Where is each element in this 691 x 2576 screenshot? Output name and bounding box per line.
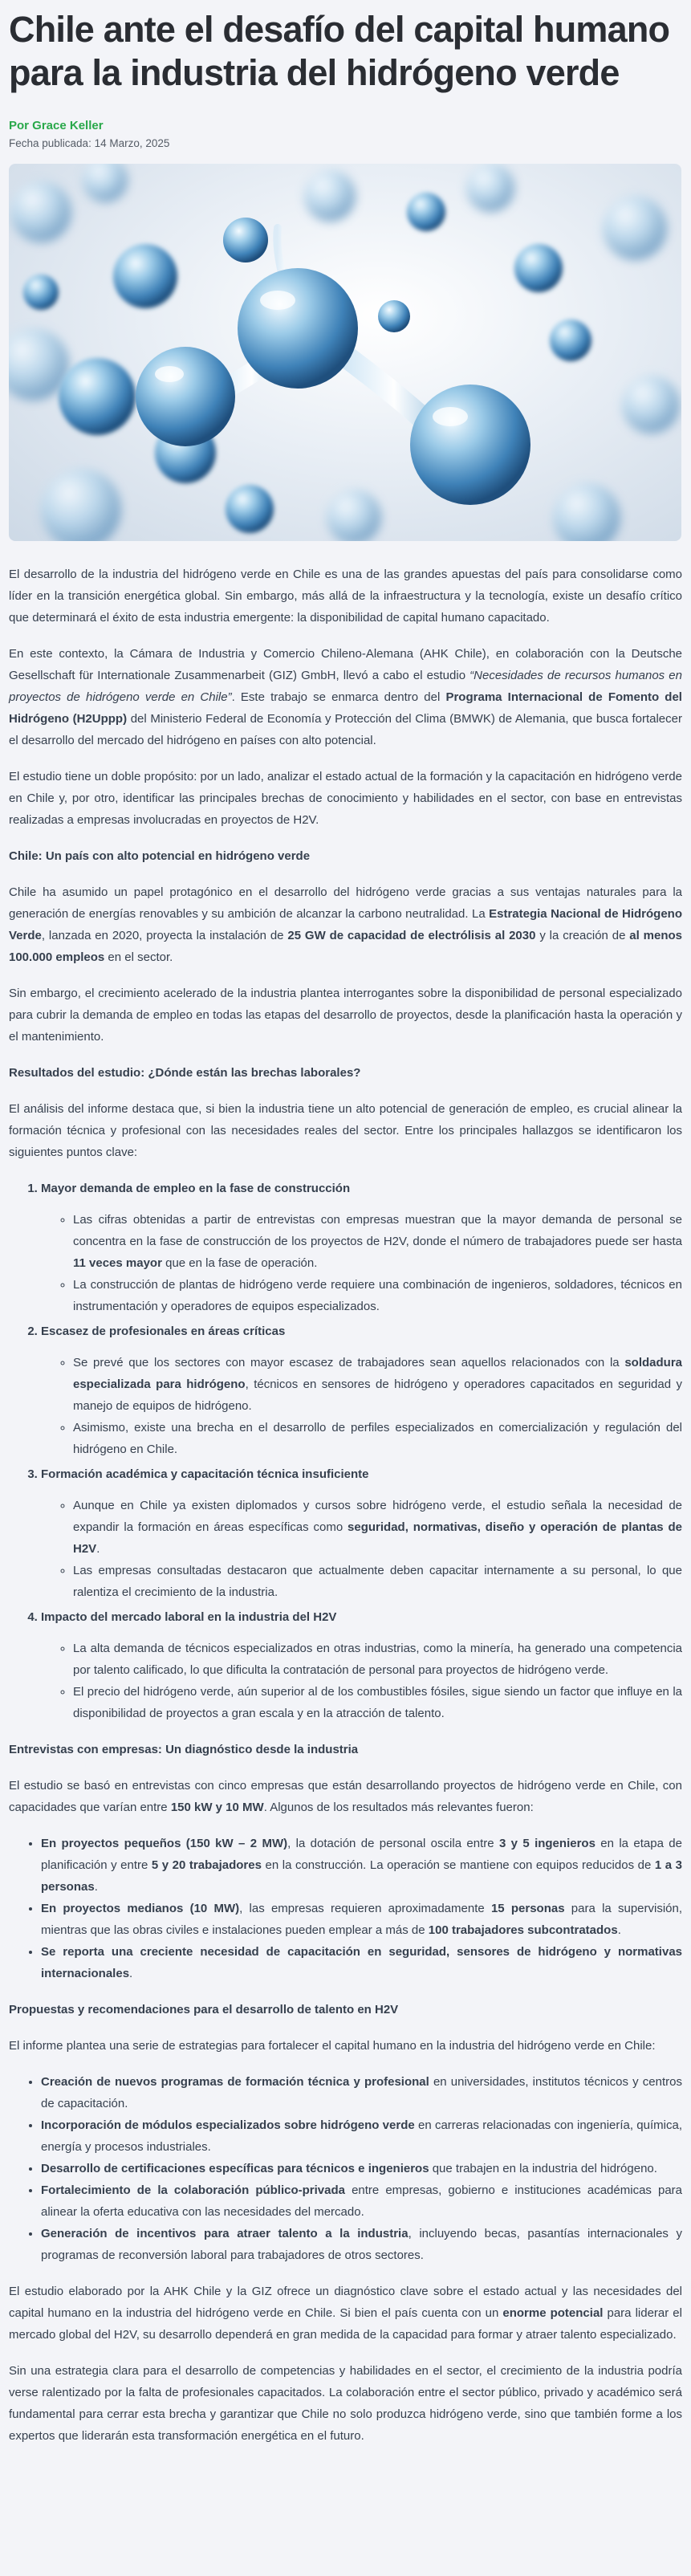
list-item: • Creación de nuevos programas de formación técnica y profesional en universidades, institutos técnicos y centros de capacitación. (41, 2071, 682, 2114)
finding-item: 4. Impacto del mercado laboral en la industria del H2V ◦ La alta demanda de técnicos especializados en otras industrias, como la minería, ha generado una competencia por talento calificado, lo que dificulta la contratación de personal para proyectos de hidrógeno verde. ◦ El precio del hidrógeno verde, aún superior al de los combustibles fósiles, sigue siendo un factor que influye en la disponibilidad de proyectos a gran escala y en la atracción de talento. (41, 1606, 682, 1724)
hero-image (9, 164, 681, 541)
finding-bullet: ◦ Las cifras obtenidas a partir de entrevistas con empresas muestran que la mayor demanda de personal se concentra en la fase de construcción de los proyectos de H2V, donde el número de trabajadores puede ser hasta 11 veces mayor que en la fase de operación. (73, 1209, 682, 1274)
finding-bullet: ◦ Las empresas consultadas destacaron que actualmente deben capacitar internamente a su personal, lo que ralentiza el crecimiento de la industria. (73, 1560, 682, 1603)
proposals-list (9, 2071, 682, 2266)
conclusion-paragraph: El estudio elaborado por la AHK Chile y la GIZ ofrece un diagnóstico clave sobre el estado actual y las necesidades del capital humano en la industria del hidrógeno verde en Chile. Si bien el país cuenta con un enorme potencial para liderar el mercado global del H2V, su desarrollo dependerá en gran medida de la capacidad para formar y atraer talento especializado. (9, 2285, 682, 2342)
context-paragraph: En este contexto, la Cámara de Industria y Comercio Chileno-Alemana (AHK Chile), en colaboración con la Deutsche Gesellschaft für Internationale Zusammenarbeit (GIZ) GmbH, llevó a cabo el estudio “Necesidades de recursos humanos en proyectos de hidrógeno verde en Chile”. Este trabajo se enmarca dentro del Programa Internacional de Fomento del Hidrógeno (H2Uppp) del Ministerio Federal de Economía y Protección del Clima (BMWK) de Alemania, que busca fortalecer el desarrollo del mercado del hidrógeno en países con alto potencial. (9, 647, 682, 747)
list-item: • Se reporta una creciente necesidad de capacitación en seguridad, sensores de hidrógeno y normativas internacionales. (41, 1941, 682, 1984)
chile-paragraph: Chile ha asumido un papel protagónico en el desarrollo del hidrógeno verde gracias a sus ventajas naturales para la generación de energías renovables y su ambición de alcanzar la carbono neutralidad. La Estrategia Nacional de Hidrógeno Verde, lanzada en 2020, proyecta la instalación de 25 GW de capacidad de electrólisis al 2030 y la creación de al menos 100.000 empleos en el sector. (9, 885, 682, 964)
interview-results-list (9, 1833, 682, 1984)
finding-item: 2. Escasez de profesionales en áreas críticas ◦ Se prevé que los sectores con mayor escasez de trabajadores sean aquellos relacionados con la soldadura especializada para hidrógeno, técnicos en sensores de hidrógeno y operadores capacitados en seguridad y manejo de equipos de hidrógeno. ◦ Asimismo, existe una brecha en el desarrollo de perfiles especializados en comercialización y regulación del hidrógeno en Chile. (41, 1321, 682, 1460)
finding-item: 1. Mayor demanda de empleo en la fase de construcción ◦ Las cifras obtenidas a partir de entrevistas con empresas muestran que la mayor demanda de personal se concentra en la fase de construcción de los proyectos de H2V, donde el número de trabajadores puede ser hasta 11 veces mayor que en la fase de operación. ◦ La construcción de plantas de hidrógeno verde requiere una combinación de ingenieros, soldadores, técnicos en instrumentación y operadores de equipos especializados. (41, 1178, 682, 1317)
proposals-intro: El informe plantea una serie de estrategias para fortalecer el capital humano en la industria del hidrógeno verde en Chile: (9, 2039, 656, 2053)
article-body (9, 564, 682, 2447)
interviews-intro: El estudio se basó en entrevistas con cinco empresas que están desarrollando proyectos de hidrógeno verde en Chile, con capacidades que varían entre 150 kW y 10 MW. Algunos de los resultados más relevantes fueron: (9, 1779, 682, 1814)
closing-paragraph: Sin una estrategia clara para el desarrollo de competencias y habilidades en el sector, el crecimiento de la industria podría verse ralentizado por la falta de profesionales capacitados. La colaboración entre el sector público, privado y académico será fundamental para cerrar esta brecha y garantizar que Chile no solo produzca hidrógeno verde, sino que también forme a los expertos que liderarán esta transformación energética en el futuro. (9, 2364, 682, 2443)
publish-date: Fecha publicada: 14 Marzo, 2025 (9, 137, 170, 149)
author-link[interactable]: Por Grace Keller (9, 119, 104, 132)
list-item: • Generación de incentivos para atraer talento a la industria, incluyendo becas, pasantías internacionales y programas de reconversión laboral para trabajadores de otros sectores. (41, 2223, 682, 2266)
growth-paragraph: Sin embargo, el crecimiento acelerado de la industria plantea interrogantes sobre la disponibilidad de personal especializado para cubrir la demanda de empleo en todas las etapas del desarrollo de proyectos, desde la planificación hasta la operación y el mantenimiento. (9, 987, 682, 1044)
section-heading-interviews: Entrevistas con empresas: Un diagnóstico desde la industria (9, 1743, 359, 1756)
finding-bullet: ◦ La alta demanda de técnicos especializados en otras industrias, como la minería, ha generado una competencia por talento calificado, lo que dificulta la contratación de personal para proyectos de hidrógeno verde. (73, 1638, 682, 1681)
list-item: • Fortalecimiento de la colaboración público-privada entre empresas, gobierno e instituciones académicas para alinear la oferta educativa con las necesidades del mercado. (41, 2179, 682, 2223)
intro-paragraph: El desarrollo de la industria del hidrógeno verde en Chile es una de las grandes apuestas del país para consolidarse como líder en la transición energética global. Sin embargo, más allá de la infraestructura y la tecnología, existe un desafío crítico que determinará el éxito de esta industria emergente: la disponibilidad de capital humano capacitado. (9, 568, 682, 625)
list-item: • En proyectos medianos (10 MW), las empresas requieren aproximadamente 15 personas para la supervisión, mientras que las obras civiles e instalaciones pueden emplear a más de 100 trabajadores subcontratados. (41, 1898, 682, 1941)
findings-list (9, 1178, 682, 1724)
purpose-paragraph: El estudio tiene un doble propósito: por un lado, analizar el estado actual de la formación y la capacitación en hidrógeno verde en Chile y, por otro, identificar las principales brechas de conocimiento y habilidades en el sector, con base en entrevistas realizadas a empresas involucradas en proyectos de H2V. (9, 770, 682, 827)
hydrogen-molecule-icon (9, 164, 681, 541)
results-intro: El análisis del informe destaca que, si bien la industria tiene un alto potencial de generación de empleo, es crucial alinear la formación técnica y profesional con las necesidades reales del sector. Entre los principales hallazgos se identificaron los siguientes puntos clave: (9, 1102, 682, 1159)
finding-bullet: ◦ La construcción de plantas de hidrógeno verde requiere una combinación de ingenieros, soldadores, técnicos en instrumentación y operadores de equipos especializados. (73, 1274, 682, 1317)
list-item: • Incorporación de módulos especializados sobre hidrógeno verde en carreras relacionadas con ingeniería, química, energía y procesos industriales. (41, 2114, 682, 2158)
study-title: “Necesidades de recursos humanos en proyectos de hidrógeno verde en Chile” (9, 669, 682, 704)
list-item: • En proyectos pequeños (150 kW – 2 MW), la dotación de personal oscila entre 3 y 5 ingenieros en la etapa de planificación y entre 5 y 20 trabajadores en la construcción. La operación se mantiene con equipos reducidos de 1 a 3 personas. (41, 1833, 682, 1898)
section-heading-results: Resultados del estudio: ¿Dónde están las brechas laborales? (9, 1066, 361, 1080)
article-title: Chile ante el desafío del capital humano para la industria del hidrógeno verde (9, 9, 670, 93)
finding-item: 3. Formación académica y capacitación técnica insuficiente ◦ Aunque en Chile ya existen diplomados y cursos sobre hidrógeno verde, el estudio señala la necesidad de expandir la formación en áreas específicas como seguridad, normativas, diseño y operación de plantas de H2V. ◦ Las empresas consultadas destacaron que actualmente deben capacitar internamente a su personal, lo que ralentiza el crecimiento de la industria. (41, 1463, 682, 1603)
section-heading-proposals: Propuestas y recomendaciones para el desarrollo de talento en H2V (9, 2003, 399, 2016)
list-item: • Desarrollo de certificaciones específicas para técnicos e ingenieros que trabajen en la industria del hidrógeno. (41, 2158, 682, 2179)
section-heading-chile: Chile: Un país con alto potencial en hidrógeno verde (9, 849, 311, 863)
finding-bullet: ◦ Aunque en Chile ya existen diplomados y cursos sobre hidrógeno verde, el estudio señala la necesidad de expandir la formación en áreas específicas como seguridad, normativas, diseño y operación de plantas de H2V. (73, 1495, 682, 1560)
finding-bullet: ◦ Asimismo, existe una brecha en el desarrollo de perfiles especializados en comercialización y regulación del hidrógeno en Chile. (73, 1417, 682, 1460)
finding-bullet: ◦ El precio del hidrógeno verde, aún superior al de los combustibles fósiles, sigue siendo un factor que influye en la disponibilidad de proyectos a gran escala y en la atracción de talento. (73, 1681, 682, 1724)
finding-bullet: ◦ Se prevé que los sectores con mayor escasez de trabajadores sean aquellos relacionados con la soldadura especializada para hidrógeno, técnicos en sensores de hidrógeno y operadores capacitados en seguridad y manejo de equipos de hidrógeno. (73, 1352, 682, 1417)
